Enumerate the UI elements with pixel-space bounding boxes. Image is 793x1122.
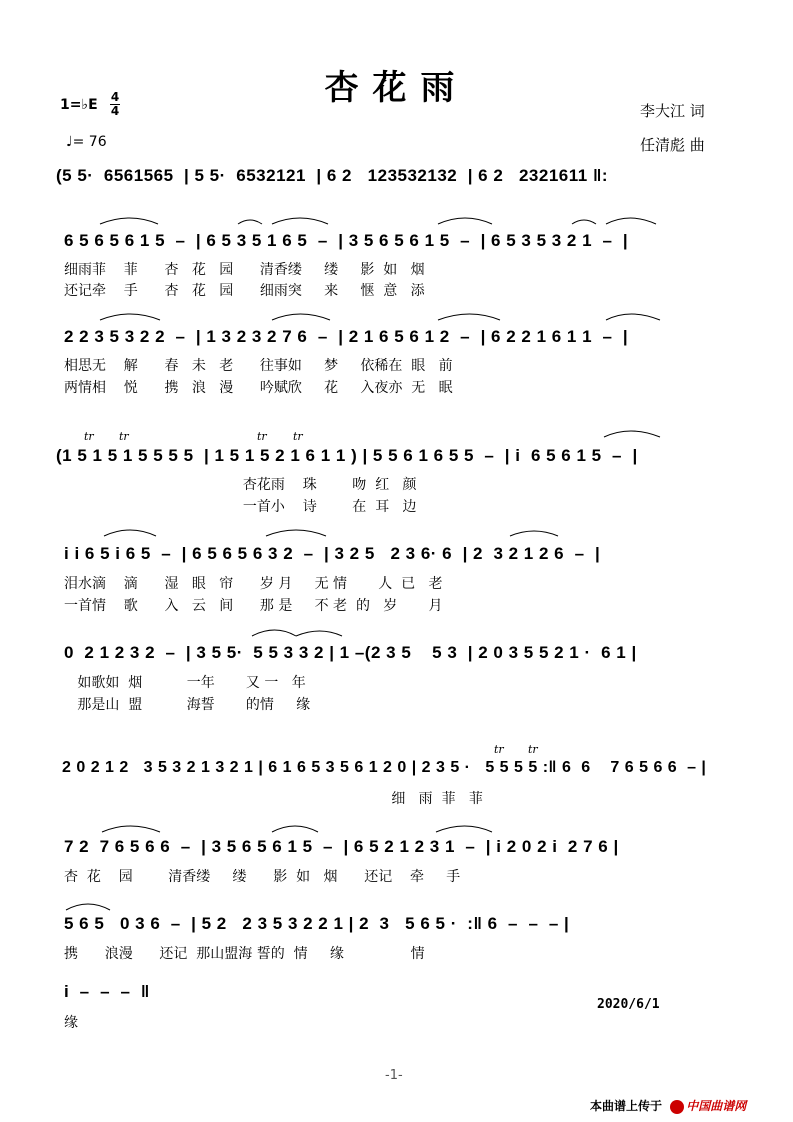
score-line-9: 5 6 5 0 3 6 – | 5 2 2 3 5 3 2 2 1 | 2 3 5 6 5 · :‖ 6 – – – |	[64, 914, 570, 933]
slur-arc	[252, 630, 296, 636]
slur-arc	[572, 220, 596, 224]
slur-arc	[266, 530, 326, 536]
time-signature-top: 4	[110, 90, 120, 104]
score-line-10: i – – – ‖	[64, 982, 150, 1001]
time-signature-bottom: 4	[110, 104, 120, 118]
time-signature	[110, 91, 120, 118]
lyric-line-2a: 细雨菲 菲 杏 花 园 清香缕 缕 影 如 烟	[64, 262, 425, 278]
slur-arc	[238, 220, 262, 224]
lyric-line-6a: 如歌如 烟 一年 又 一 年	[64, 675, 306, 691]
slur-arc	[604, 431, 660, 437]
svg-text:tr: tr	[293, 430, 303, 443]
score-line-5: i i 6 5 i 6 5 – | 6 5 6 5 6 3 2 – | 3 2 5 2 3 6· 6 | 2 3 2 1 2 6 – |	[64, 544, 601, 563]
footer-upload-note	[590, 1096, 750, 1115]
site-name: 中国曲谱网	[686, 1099, 747, 1113]
lyricist: 李大江 词	[640, 102, 705, 120]
lyric-line-4b: 一首小 诗 在 耳 边	[56, 499, 417, 515]
slur-arc	[272, 826, 318, 832]
score-line-3: 2 2 3 5 3 2 2 – | 1 3 2 3 2 7 6 – | 2 1 6 5 6 1 2 – | 6 2 2 1 6 1 1 – |	[64, 327, 629, 346]
score-line-4: (1 5 1 5 1 5 5 5 5 | 1 5 1 5 2 1 6 1 1 ) | 5 5 6 1 6 5 5 – | i 6 5 6 1 5 – |	[56, 446, 638, 465]
slur-arc	[510, 531, 558, 536]
key-signature	[60, 97, 98, 113]
score-line-6: 0 2 1 2 3 2 – | 3 5 5· 5 5 3 3 2 | 1 –(2 3 5 5 3 | 2 0 3 5 5 2 1 · 6 1 |	[64, 643, 637, 662]
slur-arc	[100, 314, 160, 320]
slur-arc	[438, 314, 500, 320]
lyric-line-6b: 那是山 盟 海誓 的情 缘	[64, 697, 311, 713]
score-line-1: (5 5· 6561565 | 5 5· 6532121 | 6 2 123532132 | 6 2 2321611 ‖:	[56, 166, 609, 185]
slur-arc	[272, 218, 328, 224]
svg-text:tr: tr	[119, 430, 129, 443]
slur-arc	[438, 218, 492, 224]
slur-arc	[104, 530, 156, 536]
lyric-line-9: 携 浪漫 还记 那山盟海 誓的 情 缘 情	[64, 946, 425, 962]
song-title: 杏花雨	[324, 68, 469, 108]
page-number: -1-	[385, 1068, 403, 1083]
score-line-7: 2 0 2 1 2 3 5 3 2 1 3 2 1 | 6 1 6 5 3 5 6 1 2 0 | 2 3 5 · 5 5 5 5 :‖ 6 6 7 6 5 6 6 – |	[62, 759, 707, 776]
lyric-line-2b: 还记牵 手 杏 花 园 细雨突 来 惬 意 添	[64, 283, 425, 299]
lyric-line-4a: 杏花雨 珠 吻 红 颜	[56, 477, 417, 493]
key-text: 1=♭E	[60, 97, 98, 113]
svg-text:tr: tr	[528, 743, 538, 756]
footer-upload-text: 本曲谱上传于	[590, 1099, 663, 1113]
lyric-line-3b: 两情相 悦 携 浪 漫 吟赋欣 花 入夜亦 无 眠	[64, 380, 453, 396]
slur-arc	[100, 218, 158, 224]
svg-text:tr: tr	[84, 430, 94, 443]
quarter-note-icon: ♩	[66, 134, 73, 150]
lyric-line-5b: 一首情 歌 入 云 间 那 是 不 老 的 岁 月	[64, 598, 443, 614]
svg-text:tr: tr	[257, 430, 267, 443]
slur-arc	[272, 314, 330, 320]
lyric-line-7: 细 雨 菲 菲	[62, 791, 483, 807]
slur-arc	[296, 631, 342, 636]
slur-arc	[436, 826, 492, 832]
lyric-line-5a: 泪水滴 滴 湿 眼 帘 岁 月 无 情 人 已 老	[64, 576, 443, 592]
site-logo-icon	[670, 1100, 684, 1114]
slur-arc	[606, 218, 656, 224]
slur-arc	[606, 314, 660, 320]
svg-text:tr: tr	[494, 743, 504, 756]
score-line-2: 6 5 6 5 6 1 5 – | 6 5 3 5 1 6 5 – | 3 5 6 5 6 1 5 – | 6 5 3 5 3 2 1 – |	[64, 231, 629, 250]
slur-arc	[66, 904, 110, 910]
site-logo[interactable]	[666, 1096, 750, 1115]
slur-arc	[102, 826, 160, 832]
lyric-line-3a: 相思无 解 春 未 老 往事如 梦 依稀在 眼 前	[64, 358, 453, 374]
tempo-text: = 76	[72, 134, 107, 150]
lyric-line-10: 缘	[64, 1015, 78, 1031]
lyric-line-8: 杏 花 园 清香缕 缕 影 如 烟 还记 牵 手	[64, 869, 461, 885]
tempo-marking	[66, 134, 107, 150]
date-stamp: 2020/6/1	[597, 997, 660, 1012]
score-line-8: 7 2 7 6 5 6 6 – | 3 5 6 5 6 1 5 – | 6 5 2 1 2 3 1 – | i 2 0 2 i 2 7 6 |	[64, 837, 619, 856]
composer: 任清彪 曲	[640, 136, 705, 154]
